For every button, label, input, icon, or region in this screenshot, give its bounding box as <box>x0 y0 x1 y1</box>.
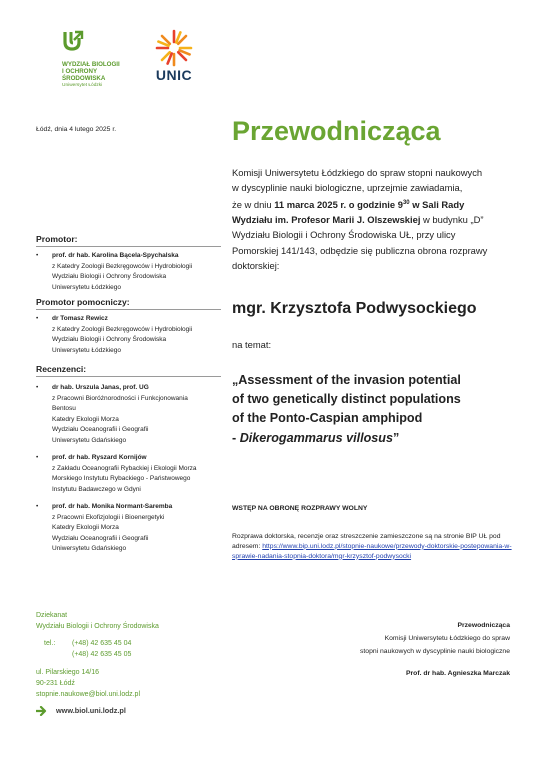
reviewer-entry <box>36 502 221 555</box>
thesis-line <box>232 429 522 448</box>
intro-line <box>232 196 514 212</box>
signature-title: Przewodnicząca <box>457 622 510 629</box>
reviewers-heading: Recenzenci: <box>36 364 87 374</box>
person-name: prof. dr hab. Ryszard Kornijów <box>52 454 147 461</box>
faculty-logo <box>62 30 134 88</box>
person-affiliation: Bentosu <box>52 405 76 412</box>
phone-number[interactable]: (+48) 42 635 45 04 <box>72 640 132 647</box>
phone-number[interactable]: (+48) 42 635 45 05 <box>72 651 132 658</box>
person-affiliation: Uniwersytetu Łódzkiego <box>52 346 122 354</box>
defense-minutes: 30 <box>402 199 410 206</box>
promotor-entry <box>36 251 221 293</box>
bullet: • <box>36 315 39 322</box>
bullet: • <box>36 384 39 391</box>
defense-room-name: Wydziału im. Profesor Marii J. Olszewskiej <box>232 214 421 226</box>
reviewers-section <box>36 364 221 555</box>
reviewer-entry <box>36 453 221 495</box>
person-affiliation: Uniwersytetu Gdańskiego <box>52 545 127 552</box>
intro-line: Komisji Uniwersytetu Łódzkiego do spraw stopni naukowych <box>232 167 483 178</box>
faculty-logo-line: I OCHRONY <box>62 68 98 75</box>
intro-line: doktorskiej: <box>232 259 280 271</box>
person-name: prof. dr hab. Monika Normant-Saremba <box>52 503 173 510</box>
thesis-title <box>232 371 522 448</box>
unic-logo-text: UNIC <box>155 67 193 83</box>
assistant-promotor-entry <box>36 314 221 356</box>
faculty-logo-line: WYDZIAŁ BIOLOGII <box>62 61 120 68</box>
details-paragraph <box>232 532 517 561</box>
promotor-section <box>36 234 221 293</box>
person-affiliation: Uniwersytetu Gdańskiego <box>52 436 127 444</box>
ul-logo-icon <box>62 30 84 52</box>
intro-line: Pomorskiej 141/143, odbędzie się publiczna obrona rozprawy <box>232 244 488 256</box>
footer-phones <box>36 638 131 660</box>
person-name: prof. dr hab. Karolina Bącela-Spychalska <box>52 252 179 259</box>
person-affiliation: Wydziału Oceanografii i Geografii <box>52 534 149 542</box>
signature-name: Prof. dr hab. Agnieszka Marczak <box>406 670 510 678</box>
defense-datetime: 11 marca 2025 r. o godzinie 9 <box>274 198 403 210</box>
website-link[interactable]: www.biol.uni.lodz.pl <box>56 706 126 715</box>
candidate-name: mgr. Krzysztofa Podwysockiego <box>232 300 477 317</box>
person-affiliation: Wydziału Biologii i Ochrony Środowiska <box>52 273 167 280</box>
section-divider <box>36 376 221 377</box>
person-affiliation: Wydziału Oceanografii i Geografii <box>52 426 149 433</box>
office-faculty: Wydziału Biologii i Ochrony Środowiska <box>36 623 159 630</box>
footer-office <box>36 610 159 632</box>
arrow-right-icon <box>36 706 48 716</box>
intro-line <box>232 212 514 227</box>
reviewer-entry <box>36 383 221 446</box>
intro-line: w dyscyplinie nauki biologiczne, uprzejmie zawiadamia, <box>232 182 463 194</box>
person-affiliation: z Katedry Zoologii Bezkręgowców i Hydrobiologii <box>52 262 193 270</box>
thesis-line: „Assessment of the invasion potential <box>232 373 461 387</box>
tel-label: tel.: <box>44 640 56 647</box>
office-name: Dziekanat <box>36 612 68 619</box>
address-street: ul. Pilarskiego 14/16 <box>36 669 100 676</box>
signature-block <box>330 620 510 681</box>
address-city: 90-231 Łódź <box>36 680 75 687</box>
person-affiliation: z Katedry Zoologii Bezkręgowców i Hydrobiologii <box>52 325 193 333</box>
faculty-logo-line: ŚRODOWISKA <box>62 75 106 82</box>
person-name: dr Tomasz Rewicz <box>52 315 108 322</box>
subject-label: na temat: <box>232 339 272 350</box>
assistant-promotor-section <box>36 297 221 356</box>
intro-text: w budynku „D” <box>420 214 484 226</box>
person-affiliation: Instytutu Badawczego w Gdyni <box>52 485 141 493</box>
species-name: Dikerogammarus villosus <box>239 430 393 445</box>
signature-line: stopni naukowych w dyscyplinie nauki biologiczne <box>360 647 510 655</box>
intro-line: Wydziału Biologii i Ochrony Środowiska UŁ, przy ulicy <box>232 229 456 241</box>
footer-address <box>36 667 140 700</box>
defense-room: w Sali Rady <box>409 198 465 210</box>
page-title: Przewodnicząca <box>232 116 441 146</box>
thesis-line: of two genetically distinct populations <box>232 392 461 407</box>
person-affiliation: Uniwersytetu Łódzkiego <box>52 283 122 291</box>
signature-line: Komisji Uniwersytetu Łódzkiego do spraw <box>384 634 510 642</box>
person-name: dr hab. Urszula Janas, prof. UG <box>52 384 149 391</box>
person-affiliation: z Pracowni Ekofizjologii i Bioenergetyki <box>52 513 165 521</box>
bullet: • <box>36 503 39 510</box>
thesis-quote: ” <box>393 430 400 445</box>
thesis-dash: - <box>232 430 240 445</box>
thesis-line: of the Ponto-Caspian amphipod <box>232 411 423 426</box>
announcement-intro <box>232 165 514 273</box>
unic-star-icon <box>154 28 194 68</box>
person-affiliation: Katedry Ekologii Morza <box>52 524 119 531</box>
person-affiliation: z Pracowni Bioróżnorodności i Funkcjonowania <box>52 394 188 402</box>
faculty-logo-sub: Uniwersytet Łódzki <box>62 83 103 88</box>
promotor-heading: Promotor: <box>36 234 78 244</box>
person-affiliation: Morskiego Instytutu Rybackiego - Państwowego <box>52 475 191 482</box>
person-affiliation: Katedry Ekologii Morza <box>52 415 119 423</box>
person-affiliation: Wydziału Biologii i Ochrony Środowiska <box>52 336 167 343</box>
document-date: Łódź, dnia 4 lutego 2025 r. <box>36 126 117 133</box>
bullet: • <box>36 252 39 259</box>
section-divider <box>36 246 221 247</box>
person-affiliation: z Zakładu Oceanografii Rybackiej i Ekologii Morza <box>52 464 197 472</box>
contact-email[interactable]: stopnie.naukowe@biol.uni.lodz.pl <box>36 691 141 698</box>
footer-website[interactable] <box>36 706 126 716</box>
section-divider <box>36 309 221 310</box>
bullet: • <box>36 454 39 461</box>
intro-text: że w dniu <box>232 198 275 210</box>
unic-logo <box>150 28 198 83</box>
assistant-promotor-heading: Promotor pomocniczy: <box>36 297 130 307</box>
details-text: Rozprawa doktorska, recenzje oraz streszczenie zamieszczone są na stronie BIP UŁ pod adresem: <box>232 533 501 550</box>
bip-link[interactable]: https://www.bip.uni.lodz.pl/stopnie-naukowe/przewody-doktorskie-postepowania-w-sprawie-nadania-stopnia-doktora/mgr-krzysztof-podwysocki <box>232 542 512 560</box>
entry-note: WSTĘP NA OBRONĘ ROZPRAWY WOLNY <box>232 505 368 512</box>
